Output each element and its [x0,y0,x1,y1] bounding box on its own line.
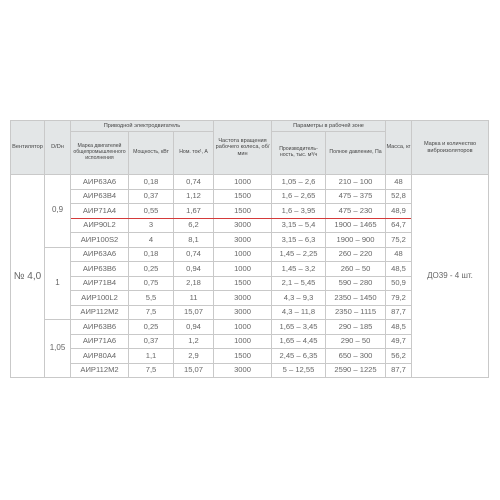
pressure-cell: 210 – 100 [326,175,386,190]
pressure-cell: 290 – 185 [326,320,386,335]
productivity-cell: 4,3 – 11,8 [272,305,326,320]
motor-cell: АИР71В4 [71,276,129,291]
speed-cell: 1000 [214,334,272,349]
header-speed: Частота вращения рабочего колеса, об/мин [214,121,272,175]
productivity-cell: 2,1 – 5,45 [272,276,326,291]
speed-cell: 3000 [214,305,272,320]
speed-cell: 1500 [214,349,272,364]
mass-cell: 87,7 [386,305,412,320]
pressure-cell: 2350 – 1115 [326,305,386,320]
header-params-group: Параметры в рабочей зоне [272,121,386,132]
header-d-ratio: D/Dн [45,121,71,175]
speed-cell: 1000 [214,262,272,277]
speed-cell: 1000 [214,247,272,262]
fan-spec-table [10,120,489,378]
header-pressure: Полное давление, Па [326,132,386,175]
pressure-cell: 1900 – 900 [326,233,386,248]
motor-cell: АИР63А6 [71,247,129,262]
speed-cell: 3000 [214,233,272,248]
motor-cell: АИР71А4 [71,204,129,219]
current-cell: 2,9 [174,349,214,364]
pressure-cell: 2350 – 1450 [326,291,386,306]
motor-cell: АИР112М2 [71,305,129,320]
power-cell: 0,37 [129,189,174,204]
motor-cell: АИР63А6 [71,175,129,190]
isolators-cell: ДО39 - 4 шт. [412,175,489,378]
motor-cell: АИР63В6 [71,320,129,335]
header-drive-group: Приводной электродвигатель [71,121,214,132]
power-cell: 1,1 [129,349,174,364]
current-cell: 1,12 [174,189,214,204]
power-cell: 4 [129,233,174,248]
power-cell: 0,37 [129,334,174,349]
power-cell: 0,55 [129,204,174,219]
d-ratio-cell: 0,9 [45,175,71,248]
productivity-cell: 4,3 – 9,3 [272,291,326,306]
d-ratio-cell: 1 [45,247,71,320]
current-cell: 0,74 [174,175,214,190]
header-motor-brand: Марка двигателей общепромышленного исполнения [71,132,129,175]
pressure-cell: 475 – 375 [326,189,386,204]
mass-cell: 48 [386,247,412,262]
power-cell: 0,75 [129,276,174,291]
pressure-cell: 590 – 280 [326,276,386,291]
power-cell: 0,25 [129,320,174,335]
productivity-cell: 1,45 – 2,25 [272,247,326,262]
header-isolators: Марка и количество виброизоляторов [412,121,489,175]
spec-table-frame [10,120,488,378]
motor-cell: АИР71А6 [71,334,129,349]
current-cell: 2,18 [174,276,214,291]
power-cell: 7,5 [129,305,174,320]
mass-cell: 48,9 [386,204,412,219]
speed-cell: 1000 [214,320,272,335]
power-cell: 0,18 [129,247,174,262]
current-cell: 0,94 [174,320,214,335]
mass-cell: 79,2 [386,291,412,306]
power-cell: 5,5 [129,291,174,306]
current-cell: 15,07 [174,305,214,320]
mass-cell: 48 [386,175,412,190]
mass-cell: 48,5 [386,262,412,277]
speed-cell: 1000 [214,175,272,190]
pressure-cell: 475 – 230 [326,204,386,219]
speed-cell: 3000 [214,363,272,378]
current-cell: 0,74 [174,247,214,262]
pressure-cell: 260 – 50 [326,262,386,277]
mass-cell: 75,2 [386,233,412,248]
header-mass: Масса, кг [386,121,412,175]
motor-cell: АИР112М2 [71,363,129,378]
current-cell: 1,2 [174,334,214,349]
motor-cell: АИР80А4 [71,349,129,364]
pressure-cell: 260 – 220 [326,247,386,262]
d-ratio-cell: 1,05 [45,320,71,378]
power-cell: 0,18 [129,175,174,190]
power-cell: 3 [129,218,174,233]
current-cell: 11 [174,291,214,306]
mass-cell: 52,8 [386,189,412,204]
productivity-cell: 3,15 – 6,3 [272,233,326,248]
current-cell: 0,94 [174,262,214,277]
power-cell: 0,25 [129,262,174,277]
pressure-cell: 290 – 50 [326,334,386,349]
motor-cell: АИР63В6 [71,262,129,277]
productivity-cell: 1,05 – 2,6 [272,175,326,190]
speed-cell: 1500 [214,204,272,219]
motor-cell: АИР100L2 [71,291,129,306]
mass-cell: 87,7 [386,363,412,378]
current-cell: 8,1 [174,233,214,248]
productivity-cell: 2,45 – 6,35 [272,349,326,364]
motor-cell: АИР63В4 [71,189,129,204]
speed-cell: 1500 [214,276,272,291]
mass-cell: 48,5 [386,320,412,335]
pressure-cell: 2590 – 1225 [326,363,386,378]
header-power: Мощность, кВт [129,132,174,175]
header-fan: Вентилятор [11,121,45,175]
productivity-cell: 1,6 – 3,95 [272,204,326,219]
pressure-cell: 650 – 300 [326,349,386,364]
speed-cell: 3000 [214,218,272,233]
fan-label: № 4,0 [11,175,45,378]
speed-cell: 1500 [214,189,272,204]
mass-cell: 50,9 [386,276,412,291]
speed-cell: 3000 [214,291,272,306]
mass-cell: 56,2 [386,349,412,364]
motor-cell: АИР100S2 [71,233,129,248]
current-cell: 15,07 [174,363,214,378]
pressure-cell: 1900 – 1465 [326,218,386,233]
header-current: Ном. ток¹, А [174,132,214,175]
mass-cell: 49,7 [386,334,412,349]
productivity-cell: 5 – 12,55 [272,363,326,378]
productivity-cell: 3,15 – 5,4 [272,218,326,233]
motor-cell: АИР90L2 [71,218,129,233]
current-cell: 1,67 [174,204,214,219]
productivity-cell: 1,65 – 4,45 [272,334,326,349]
power-cell: 7,5 [129,363,174,378]
mass-cell: 64,7 [386,218,412,233]
header-productivity: Производитель-ность, тыс. м³/ч [272,132,326,175]
productivity-cell: 1,45 – 3,2 [272,262,326,277]
table-row [11,175,489,190]
current-cell: 6,2 [174,218,214,233]
productivity-cell: 1,6 – 2,65 [272,189,326,204]
productivity-cell: 1,65 – 3,45 [272,320,326,335]
